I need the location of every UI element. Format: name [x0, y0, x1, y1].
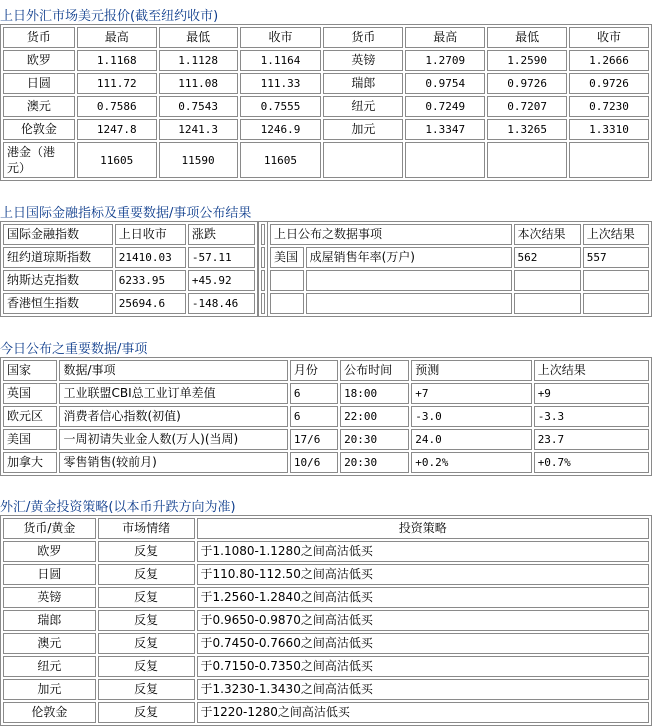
- header-cell: 上次结果: [583, 224, 649, 245]
- close-cell: 111.33: [240, 73, 322, 94]
- time-cell: 22:00: [340, 406, 409, 427]
- fx-quote-table: [0, 24, 652, 181]
- table-header-row: [270, 224, 649, 245]
- empty-cell: [583, 293, 649, 314]
- index-table: [0, 221, 258, 317]
- strategy-cell: 于1.1080-1.1280之间高沽低买: [197, 541, 649, 562]
- asset-cell: 欧罗: [3, 541, 96, 562]
- empty-cell: [405, 142, 485, 178]
- table-row: [3, 452, 649, 473]
- strategy-cell: 于1220-1280之间高沽低买: [197, 702, 649, 723]
- forecast-cell: 24.0: [411, 429, 531, 450]
- table-row: [3, 406, 649, 427]
- section1-title: 上日外汇市场美元报价(截至纽约收市): [0, 9, 219, 24]
- header-cell: 收市: [569, 27, 649, 48]
- table-row: [3, 541, 649, 562]
- strategy-cell: 于1.2560-1.2840之间高沽低买: [197, 587, 649, 608]
- index-close-cell: 6233.95: [115, 270, 186, 291]
- header-cell: 上日公布之数据事项: [270, 224, 512, 245]
- previous-cell: +9: [534, 383, 649, 404]
- empty-cell: [306, 293, 512, 314]
- table-row: [3, 702, 649, 723]
- header-cell: 最低: [159, 27, 238, 48]
- strategy-cell: 于0.7150-0.7350之间高沽低买: [197, 656, 649, 677]
- sentiment-cell: 反复: [98, 587, 195, 608]
- empty-cell: [514, 293, 581, 314]
- sentiment-cell: 反复: [98, 610, 195, 631]
- index-close-cell: 25694.6: [115, 293, 186, 314]
- header-cell: 上次结果: [534, 360, 649, 381]
- index-change-cell: -148.46: [188, 293, 255, 314]
- index-close-cell: 21410.03: [115, 247, 186, 268]
- sentiment-cell: 反复: [98, 656, 195, 677]
- high-cell: 1.1168: [77, 50, 157, 71]
- previous-cell: -3.3: [534, 406, 649, 427]
- currency-cell: 英镑: [323, 50, 403, 71]
- high-cell: 1.2709: [405, 50, 485, 71]
- header-cell: 收市: [240, 27, 322, 48]
- empty-cell: [261, 247, 265, 268]
- month-cell: 6: [290, 406, 338, 427]
- sentiment-cell: 反复: [98, 679, 195, 700]
- low-cell: 1.3265: [487, 119, 567, 140]
- index-name-cell: 纳斯达克指数: [3, 270, 113, 291]
- table-row: [3, 610, 649, 631]
- section2-title: 上日国际金融指标及重要数据/事项公布结果: [0, 206, 252, 221]
- table-header-row: [3, 360, 649, 381]
- header-cell: 投资策略: [197, 518, 649, 539]
- header-cell: 货币: [3, 27, 75, 48]
- strategy-cell: 于0.9650-0.9870之间高沽低买: [197, 610, 649, 631]
- header-cell: 最高: [405, 27, 485, 48]
- header-cell: 数据/事项: [59, 360, 287, 381]
- previous-cell: 23.7: [534, 429, 649, 450]
- currency-cell: 澳元: [3, 96, 75, 117]
- section3-title: 今日公布之重要数据/事项: [0, 342, 148, 357]
- forecast-cell: +0.2%: [411, 452, 531, 473]
- previous-result-cell: 557: [583, 247, 649, 268]
- sentiment-cell: 反复: [98, 564, 195, 585]
- time-cell: 20:30: [340, 452, 409, 473]
- event-cell: 工业联盟CBI总工业订单差值: [59, 383, 287, 404]
- low-cell: 0.9726: [487, 73, 567, 94]
- low-cell: 11590: [159, 142, 238, 178]
- event-cell: 零售销售(较前月): [59, 452, 287, 473]
- table-row: [3, 587, 649, 608]
- index-name-cell: 纽约道琼斯指数: [3, 247, 113, 268]
- asset-cell: 日圆: [3, 564, 96, 585]
- high-cell: 11605: [77, 142, 157, 178]
- index-change-cell: -57.11: [188, 247, 255, 268]
- close-cell: 1.1164: [240, 50, 322, 71]
- empty-cell: [514, 270, 581, 291]
- sentiment-cell: 反复: [98, 702, 195, 723]
- table-row: [270, 293, 649, 314]
- forecast-cell: -3.0: [411, 406, 531, 427]
- high-cell: 1.3347: [405, 119, 485, 140]
- strategy-cell: 于110.80-112.50之间高沽低买: [197, 564, 649, 585]
- header-cell: 上日收市: [115, 224, 186, 245]
- country-cell: 美国: [270, 247, 304, 268]
- table-header-row: [3, 224, 255, 245]
- forecast-cell: +7: [411, 383, 531, 404]
- time-cell: 18:00: [340, 383, 409, 404]
- table-header-row: [3, 518, 649, 539]
- event-cell: 成屋销售年率(万户): [306, 247, 512, 268]
- header-cell: 国际金融指数: [3, 224, 113, 245]
- header-cell: 最低: [487, 27, 567, 48]
- empty-cell: [487, 142, 567, 178]
- low-cell: 1.1128: [159, 50, 238, 71]
- time-cell: 20:30: [340, 429, 409, 450]
- empty-cell: [261, 293, 265, 314]
- table-row: [3, 564, 649, 585]
- current-result-cell: 562: [514, 247, 581, 268]
- low-cell: 0.7207: [487, 96, 567, 117]
- strategy-table: [0, 515, 652, 726]
- close-cell: 11605: [240, 142, 322, 178]
- high-cell: 0.9754: [405, 73, 485, 94]
- currency-cell: 瑞郎: [323, 73, 403, 94]
- table-row: [3, 50, 649, 71]
- table-row: [3, 293, 255, 314]
- asset-cell: 澳元: [3, 633, 96, 654]
- country-cell: 美国: [3, 429, 57, 450]
- currency-cell: 港金（港元）: [3, 142, 75, 178]
- table-header-row: [3, 27, 649, 48]
- empty-cell: [270, 293, 304, 314]
- header-cell: 月份: [290, 360, 338, 381]
- asset-cell: 加元: [3, 679, 96, 700]
- table-row: [3, 119, 649, 140]
- event-cell: 一周初请失业金人数(万人)(当周): [59, 429, 287, 450]
- table-row: [3, 73, 649, 94]
- header-cell: 货币/黄金: [3, 518, 96, 539]
- close-cell: 0.7555: [240, 96, 322, 117]
- table-row: [3, 679, 649, 700]
- asset-cell: 纽元: [3, 656, 96, 677]
- empty-cell: [261, 270, 265, 291]
- currency-cell: 加元: [323, 119, 403, 140]
- strategy-cell: 于0.7450-0.7660之间高沽低买: [197, 633, 649, 654]
- currency-cell: 日圆: [3, 73, 75, 94]
- asset-cell: 英镑: [3, 587, 96, 608]
- empty-cell: [583, 270, 649, 291]
- sentiment-cell: 反复: [98, 633, 195, 654]
- table-row: [3, 656, 649, 677]
- released-data-table: [267, 221, 652, 317]
- empty-cell: [323, 142, 403, 178]
- header-cell: 市场情绪: [98, 518, 195, 539]
- high-cell: 0.7249: [405, 96, 485, 117]
- close-cell: 1.3310: [569, 119, 649, 140]
- event-cell: 消费者信心指数(初值): [59, 406, 287, 427]
- table-row: [270, 247, 649, 268]
- index-name-cell: 香港恒生指数: [3, 293, 113, 314]
- low-cell: 111.08: [159, 73, 238, 94]
- month-cell: 10/6: [290, 452, 338, 473]
- close-cell: 1246.9: [240, 119, 322, 140]
- asset-cell: 瑞郎: [3, 610, 96, 631]
- high-cell: 111.72: [77, 73, 157, 94]
- header-cell: 货币: [323, 27, 403, 48]
- month-cell: 17/6: [290, 429, 338, 450]
- table-row: [3, 429, 649, 450]
- close-cell: 1.2666: [569, 50, 649, 71]
- table-row: [3, 633, 649, 654]
- header-cell: 预测: [411, 360, 531, 381]
- low-cell: 0.7543: [159, 96, 238, 117]
- header-cell: 涨跌: [188, 224, 255, 245]
- table-row: [3, 142, 649, 178]
- table-row: [3, 270, 255, 291]
- today-schedule-table: [0, 357, 652, 476]
- header-cell: 国家: [3, 360, 57, 381]
- empty-cell: [270, 270, 304, 291]
- low-cell: 1.2590: [487, 50, 567, 71]
- high-cell: 1247.8: [77, 119, 157, 140]
- empty-cell: [306, 270, 512, 291]
- header-cell: 公布时间: [340, 360, 409, 381]
- low-cell: 1241.3: [159, 119, 238, 140]
- strategy-cell: 于1.3230-1.3430之间高沽低买: [197, 679, 649, 700]
- country-cell: 欧元区: [3, 406, 57, 427]
- currency-cell: 欧罗: [3, 50, 75, 71]
- close-cell: 0.7230: [569, 96, 649, 117]
- currency-cell: 纽元: [323, 96, 403, 117]
- header-cell: 本次结果: [514, 224, 581, 245]
- high-cell: 0.7586: [77, 96, 157, 117]
- country-cell: 加拿大: [3, 452, 57, 473]
- sentiment-cell: 反复: [98, 541, 195, 562]
- month-cell: 6: [290, 383, 338, 404]
- asset-cell: 伦敦金: [3, 702, 96, 723]
- section4-title: 外汇/黄金投资策略(以本币升跌方向为准): [0, 500, 236, 515]
- index-change-cell: +45.92: [188, 270, 255, 291]
- table-row: [3, 96, 649, 117]
- table-row: [3, 247, 255, 268]
- previous-cell: +0.7%: [534, 452, 649, 473]
- table-row: [270, 270, 649, 291]
- header-cell: 最高: [77, 27, 157, 48]
- currency-cell: 伦敦金: [3, 119, 75, 140]
- country-cell: 英国: [3, 383, 57, 404]
- empty-cell: [569, 142, 649, 178]
- close-cell: 0.9726: [569, 73, 649, 94]
- empty-cell: [261, 224, 265, 245]
- table-row: [3, 383, 649, 404]
